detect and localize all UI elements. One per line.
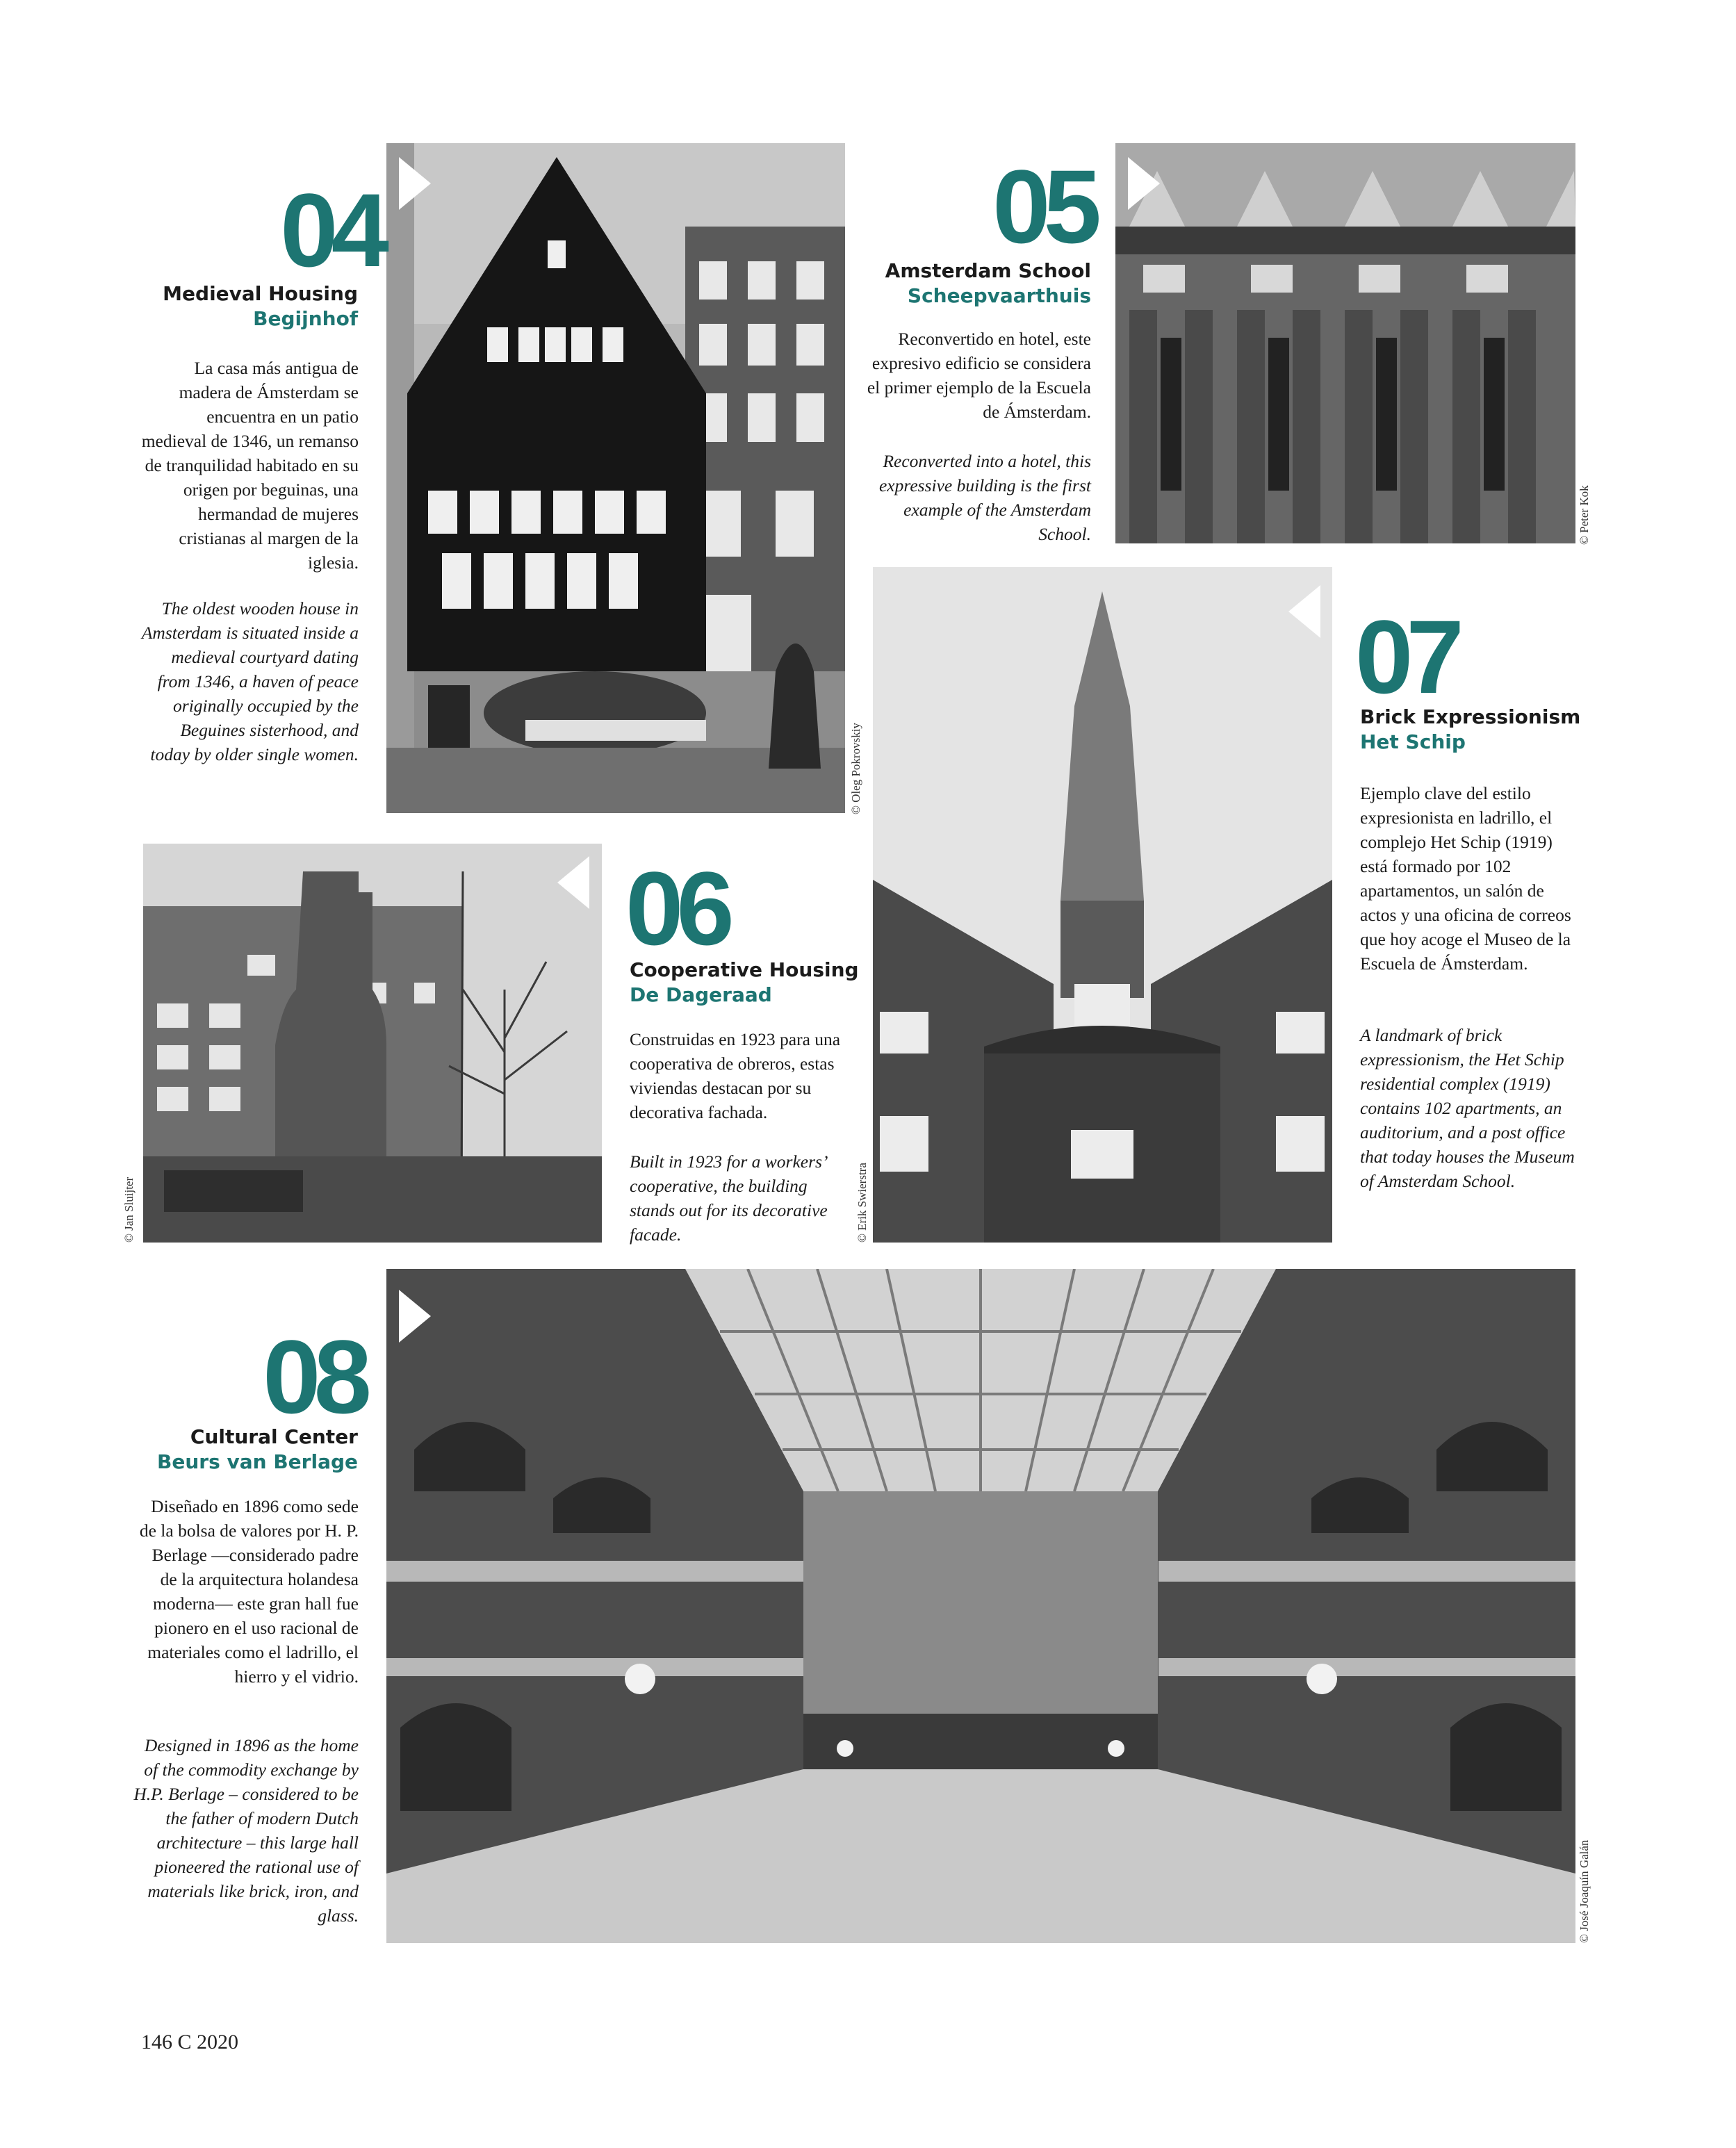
- item-number: 08: [263, 1318, 365, 1435]
- item-name: Scheepvaarthuis: [907, 284, 1091, 307]
- arrow-06-icon: [557, 856, 589, 909]
- item-category: Medieval Housing: [163, 282, 358, 305]
- item-number: 06: [625, 850, 728, 967]
- item-english-text: Built in 1923 for a workers’ cooperative, the building stands out for its decorative facade.: [630, 1151, 828, 1245]
- item-number: 05: [992, 148, 1095, 265]
- item-name: Beurs van Berlage: [157, 1450, 358, 1473]
- item-spanish-text: Ejemplo clave del estilo expresionista en ladrillo, el complejo Het Schip (1919) está formado por 102 apartamentos, un salón de actos y una oficina de correos que hoy acoge el Museo de la Escuela de Ámsterdam.: [1360, 783, 1571, 974]
- arrow-08-icon: [399, 1290, 431, 1343]
- photo-beurs-van-berlage: [386, 1269, 1575, 1943]
- photo-credit: © Erik Swierstra: [855, 1163, 869, 1243]
- item-english-text: The oldest wooden house in Amsterdam is situated inside a medieval courtyard dating from 1346, a haven of peace originally occupied by the Beguines sisterhood, and today by older single women.: [141, 598, 359, 764]
- arrow-04-icon: [399, 157, 431, 210]
- photo-het-schip: [873, 567, 1332, 1243]
- arrow-05-icon: [1128, 157, 1160, 210]
- item-category: Cultural Center: [190, 1425, 358, 1448]
- item-name: Het Schip: [1360, 730, 1466, 753]
- item-name: De Dageraad: [630, 983, 772, 1006]
- photo-credit: © José Joaquín Galán: [1578, 1839, 1591, 1943]
- photo-credit: © Peter Kok: [1578, 485, 1591, 545]
- item-english-text: Designed in 1896 as the home of the commodity exchange by H.P. Berlage – considered to be the father of modern Dutch architecture – this large hall pioneered the rational use of materials like brick, iron, and glass.: [133, 1735, 359, 1926]
- photo-credit: © Oleg Pokrovskiy: [849, 723, 862, 814]
- photo-scheepvaarthuis: [1115, 143, 1575, 543]
- item-category: Amsterdam School: [885, 259, 1091, 282]
- item-number: 07: [1355, 598, 1457, 715]
- item-english-text: A landmark of brick expressionism, the Het Schip residential complex (1919) contains 102 apartments, an auditorium, and a post office that today houses the Museum of Amsterdam School.: [1360, 1025, 1575, 1191]
- photo-de-dageraad: [143, 844, 602, 1243]
- photo-credit: © Jan Sluijter: [122, 1177, 136, 1243]
- item-spanish-text: La casa más antigua de madera de Ámsterdam se encuentra en un patio medieval de 1346, un remanso de tranquilidad habitado en su origen por beguinas, una hermandad de mujeres cristianas al margen de la iglesia.: [141, 358, 359, 573]
- item-spanish-text: Reconvertido en hotel, este expresivo edificio se considera el primer ejemplo de la Escuela de Ámsterdam.: [867, 329, 1091, 422]
- arrow-07-icon: [1288, 585, 1320, 638]
- item-name: Begijnhof: [253, 307, 358, 330]
- item-category: Brick Expressionism: [1360, 705, 1581, 728]
- page-folio: 146 C 2020: [141, 2031, 239, 2053]
- item-spanish-text: Diseñado en 1896 como sede de la bolsa de valores por H. P. Berlage —considerado padre de la arquitectura holandesa moderna— este gran hall fue pionero en el uso racional de materiales como el ladrillo, el hierro y el vidrio.: [139, 1496, 359, 1687]
- photo-begijnhof: [386, 143, 845, 813]
- item-category: Cooperative Housing: [630, 958, 859, 981]
- item-spanish-text: Construidas en 1923 para una cooperativa de obreros, estas viviendas destacan por su decorativa fachada.: [630, 1029, 841, 1122]
- item-number: 04: [280, 172, 382, 288]
- item-english-text: Reconverted into a hotel, this expressive building is the first example of the Amsterdam School.: [878, 451, 1091, 544]
